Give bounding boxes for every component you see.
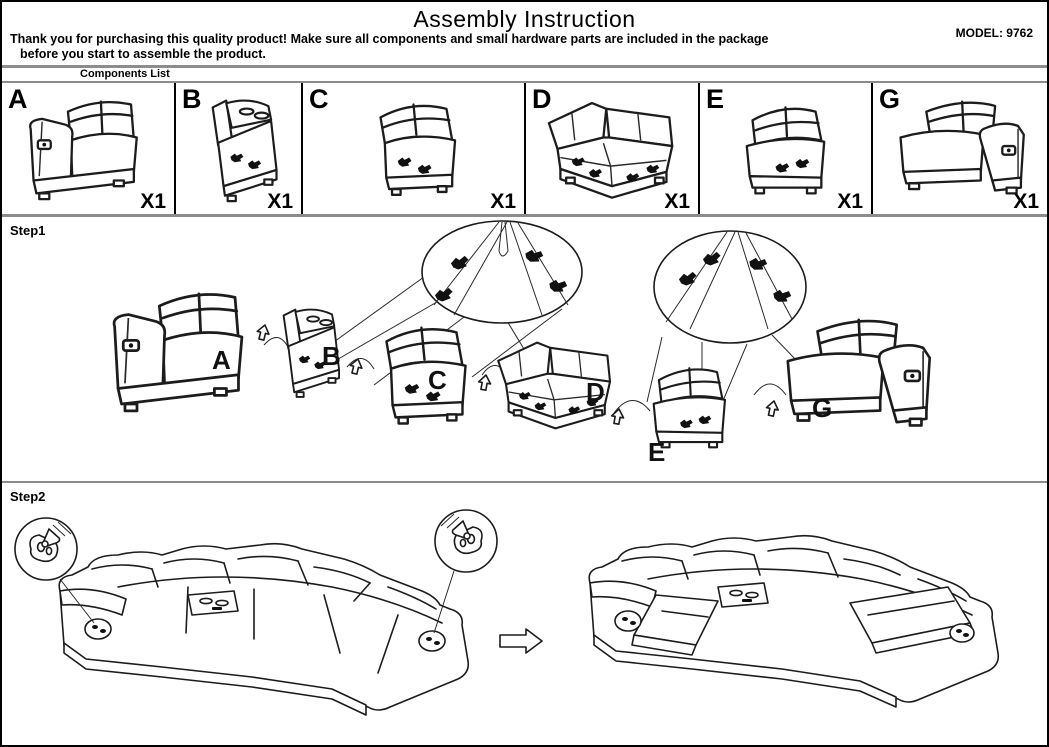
components-list-heading: Components List [2, 65, 1047, 83]
component-label: E [706, 84, 725, 114]
component-qty: X1 [267, 190, 293, 213]
connect-arrow-icon [610, 408, 624, 425]
connect-arrow-icon [765, 400, 780, 417]
step2-diagram [2, 483, 1047, 747]
piece-label-d: D [586, 377, 605, 407]
component-cell-b [176, 83, 303, 214]
step1-piece-c [386, 328, 465, 424]
component-qty: X1 [1013, 190, 1039, 213]
component-qty: X1 [490, 190, 516, 213]
component-cell-g [873, 83, 1047, 214]
step1-label: Step1 [10, 223, 46, 238]
component-cell-e [700, 83, 873, 214]
assembled-sofa-after [589, 536, 998, 707]
step1-section [2, 217, 1047, 483]
piece-label-g: G [812, 393, 833, 423]
step2-label: Step2 [10, 489, 46, 504]
step1-piece-e [654, 368, 725, 447]
detail-callout-circle-1 [422, 221, 582, 323]
piece-label-a: A [212, 345, 231, 375]
result-arrow-icon [500, 629, 542, 653]
component-cell-a [2, 83, 176, 214]
component-label: D [532, 84, 552, 114]
detail-callout-circle-2 [654, 231, 806, 343]
assembled-sofa-before [59, 544, 468, 715]
component-label: B [182, 84, 202, 114]
components-grid [2, 83, 1047, 217]
connect-arrow-icon [477, 374, 491, 391]
intro-text [10, 32, 769, 62]
component-cell-c [303, 83, 526, 214]
step2-section [2, 483, 1047, 747]
piece-label-e: E [648, 437, 666, 467]
connect-arrow-icon [256, 324, 271, 341]
intro-line-2: before you start to assemble the product. [20, 47, 266, 61]
component-label: C [309, 84, 329, 114]
component-label: G [879, 84, 901, 114]
page-title: Assembly Instruction [413, 6, 636, 32]
model-label: MODEL: 9762 [955, 26, 1033, 40]
connect-arrow-icon [349, 358, 364, 375]
component-qty: X1 [140, 190, 166, 213]
header [2, 2, 1047, 65]
step1-piece-g [788, 320, 930, 426]
intro-line-1: Thank you for purchasing this quality product! Make sure all components and small hardware parts are included in the package [10, 32, 769, 46]
component-cell-d [526, 83, 700, 214]
step1-diagram [2, 217, 1047, 479]
component-qty: X1 [837, 190, 863, 213]
component-qty: X1 [664, 190, 690, 213]
piece-label-c: C [428, 365, 447, 395]
component-label: A [8, 84, 28, 114]
piece-label-b: B [322, 341, 341, 371]
